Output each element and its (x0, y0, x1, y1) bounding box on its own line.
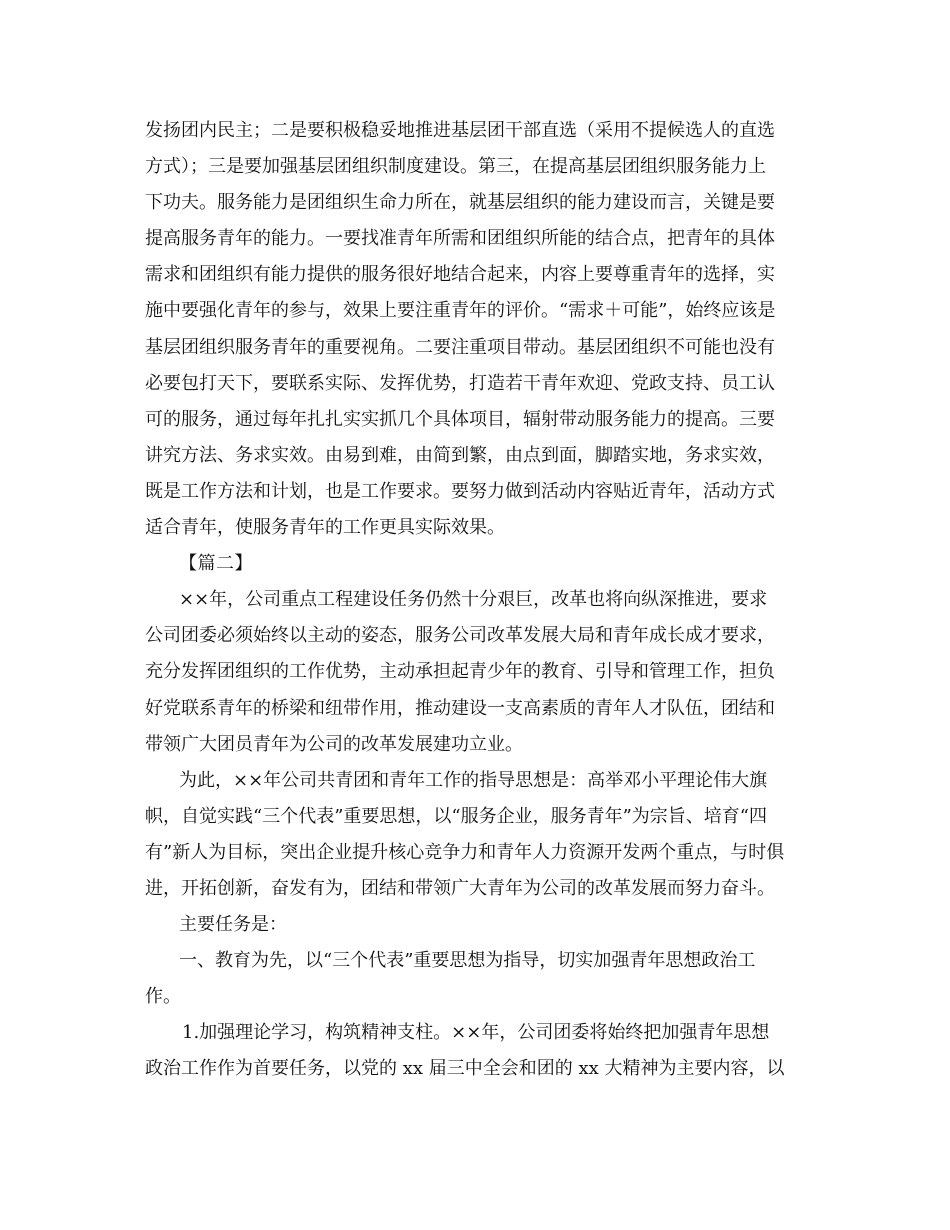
text-line: 既是工作方法和计划，也是工作要求。要努力做到活动内容贴近青年，活动方式 (145, 480, 775, 502)
text-line: 必要包打天下，要联系实际、发挥优势，打造若干青年欢迎、党政支持、员工认 (145, 372, 775, 394)
text-line: 充分发挥团组织的工作优势，主动承担起青少年的教育、引导和管理工作，担负 (145, 661, 775, 683)
text-line: 政治工作作为首要任务，以党的 xx 届三中全会和团的 xx 大精神为主要内容，以 (145, 1058, 785, 1080)
text-line: 好党联系青年的桥梁和纽带作用，推动建设一支高素质的青年人才队伍，团结和 (145, 697, 775, 719)
text-line: 为此，××年公司共青团和青年工作的指导思想是：高举邓小平理论伟大旗 (179, 769, 768, 791)
text-line: 需求和团组织有能力提供的服务很好地结合起来，内容上要尊重青年的选择，实 (145, 264, 775, 286)
text-line: 进，开拓创新，奋发有为，团结和带领广大青年为公司的改革发展而努力奋斗。 (145, 877, 775, 899)
text-line: 下功夫。服务能力是团组织生命力所在，就基层组织的能力建设而言，关键是要 (145, 192, 775, 214)
text-line: 主要任务是： (179, 914, 287, 936)
text-line: 发扬团内民主；二是要积极稳妥地推进基层团干部直选（采用不提候选人的直选 (145, 120, 775, 141)
text-line: ××年，公司重点工程建设任务仍然十分艰巨，改革也将向纵深推进，要求 (179, 589, 768, 611)
section-heading: 【篇二】 (179, 553, 253, 575)
text-line: 提高服务青年的能力。一要找准青年所需和团组织所能的结合点，把青年的具体 (145, 228, 775, 250)
text-line: 施中要强化青年的参与，效果上要注重青年的评价。“需求＋可能”，始终应该是 (145, 300, 776, 322)
text-line: 方式）；三是要加强基层团组织制度建设。第三，在提高基层团组织服务能力上 (145, 156, 766, 178)
text-line: 1.加强理论学习，构筑精神支柱。××年，公司团委将始终把加强青年思想 (182, 1022, 770, 1044)
text-line: 基层团组织服务青年的重要视角。二要注重项目带动。基层团组织不可能也没有 (145, 336, 775, 358)
text-line: 可的服务，通过每年扎扎实实抓几个具体项目，辐射带动服务能力的提高。三要 (145, 408, 775, 430)
text-line: 带领广大团员青年为公司的改革发展建功立业。 (145, 733, 523, 755)
text-line: 适合青年，使服务青年的工作更具实际效果。 (145, 517, 505, 539)
text-line: 帜，自觉实践“三个代表”重要思想，以“服务企业，服务青年”为宗旨、培育“四 (145, 805, 768, 827)
text-line: 讲究方法、务求实效。由易到难，由简到繁，由点到面，脚踏实地，务求实效， (145, 444, 775, 466)
text-line: 有”新人为目标，突出企业提升核心竞争力和青年人力资源开发两个重点，与时俱 (145, 841, 785, 863)
text-line: 作。 (145, 986, 181, 1008)
text-line: 公司团委必须始终以主动的姿态，服务公司改革发展大局和青年成长成才要求， (145, 625, 775, 647)
text-line: 一、教育为先，以“三个代表”重要思想为指导，切实加强青年思想政治工 (179, 950, 756, 972)
body-text (145, 113, 805, 1088)
